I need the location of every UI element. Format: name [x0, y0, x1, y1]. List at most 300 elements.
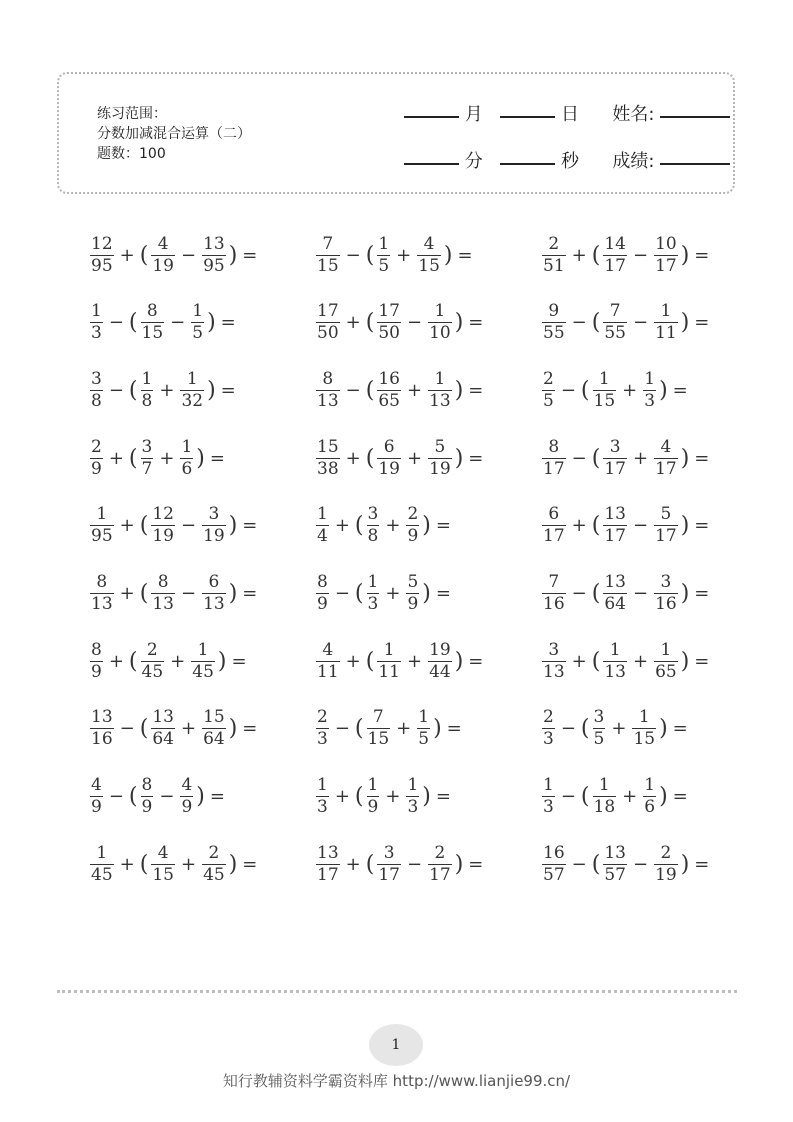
open-paren: ( — [139, 851, 149, 877]
denominator: 3 — [644, 390, 656, 411]
numerator: 14 — [604, 233, 626, 254]
numerator: 5 — [434, 436, 446, 457]
denominator: 3 — [317, 729, 328, 750]
numerator: 3 — [141, 436, 153, 457]
numerator: 2 — [208, 842, 220, 863]
score-blank[interactable] — [660, 163, 730, 165]
denominator: 64 — [152, 729, 174, 750]
operator: − — [560, 786, 576, 808]
close-paren: ) — [454, 851, 464, 877]
operator: − — [108, 312, 124, 334]
fraction-a — [90, 574, 114, 613]
equals-sign: = — [694, 583, 710, 604]
operator: − — [560, 718, 576, 740]
denominator: 95 — [91, 526, 113, 547]
numerator: 1 — [96, 504, 108, 525]
open-paren: ( — [580, 716, 590, 742]
open-paren: ( — [591, 310, 601, 336]
close-paren: ) — [196, 445, 205, 471]
equals-sign: = — [468, 650, 484, 672]
close-paren: ) — [454, 310, 464, 336]
denominator: 38 — [317, 458, 339, 479]
range-label: 练习范围： — [97, 106, 167, 122]
numerator: 2 — [434, 842, 446, 863]
fraction-a — [316, 639, 340, 682]
operator: + — [159, 379, 175, 401]
numerator: 13 — [203, 233, 225, 254]
close-paren: ) — [228, 513, 238, 539]
denominator: 65 — [378, 390, 400, 411]
open-paren: ( — [365, 377, 375, 403]
problem-item — [540, 232, 713, 278]
fraction-c — [191, 303, 204, 342]
denominator: 3 — [543, 797, 554, 818]
denominator: 13 — [543, 661, 565, 682]
fraction-b — [151, 709, 175, 748]
denominator: 17 — [378, 864, 400, 885]
denominator: 95 — [203, 255, 225, 276]
fraction-b — [377, 436, 401, 479]
fraction-b — [377, 639, 401, 682]
day-blank[interactable] — [500, 116, 555, 118]
numerator: 1 — [609, 639, 621, 660]
fraction-b — [593, 709, 606, 748]
fraction-c — [654, 506, 678, 545]
denominator: 19 — [429, 458, 451, 479]
fraction-a — [90, 233, 114, 276]
date-name-row — [404, 100, 730, 126]
denominator: 11 — [317, 661, 339, 682]
problem-item — [540, 367, 692, 413]
fraction-a — [542, 506, 566, 545]
fraction-c — [406, 574, 419, 613]
numerator: 3 — [91, 368, 102, 389]
denominator: 17 — [317, 864, 339, 885]
denominator: 50 — [317, 323, 339, 344]
denominator: 18 — [593, 797, 616, 818]
numerator: 1 — [598, 368, 610, 389]
problem-item — [314, 435, 487, 481]
fraction-a — [90, 842, 114, 885]
numerator: 2 — [548, 233, 560, 254]
denominator: 9 — [91, 797, 102, 818]
operator: + — [159, 447, 175, 469]
close-paren: ) — [680, 851, 690, 877]
numerator: 1 — [197, 639, 209, 660]
denominator: 16 — [655, 594, 677, 614]
operator: + — [108, 650, 124, 672]
close-paren: ) — [680, 581, 690, 606]
numerator: 7 — [372, 707, 384, 728]
numerator: 17 — [317, 301, 339, 322]
operator: − — [345, 244, 361, 266]
equals-sign: = — [242, 718, 258, 740]
fraction-c — [417, 709, 430, 748]
denominator: 15 — [633, 729, 656, 750]
operator: − — [180, 244, 197, 266]
operator: − — [108, 379, 124, 401]
denominator: 6 — [181, 458, 193, 479]
denominator: 19 — [655, 864, 677, 885]
fraction-b — [603, 639, 627, 682]
fraction-c — [202, 842, 226, 885]
operator: + — [385, 515, 401, 537]
footer-divider — [57, 990, 737, 993]
equals-sign: = — [672, 379, 688, 401]
denominator: 45 — [141, 661, 164, 682]
close-paren: ) — [680, 513, 690, 539]
open-paren: ( — [139, 513, 149, 539]
fraction-a — [542, 709, 555, 748]
numerator: 4 — [157, 233, 169, 254]
denominator: 9 — [141, 797, 153, 818]
equals-sign: = — [457, 244, 473, 266]
fraction-c — [191, 639, 215, 682]
fraction-c — [202, 233, 226, 276]
denominator: 51 — [543, 255, 565, 276]
denominator: 16 — [543, 594, 565, 614]
numerator: 13 — [152, 707, 174, 728]
operator: − — [632, 583, 649, 604]
day-label: 日 — [560, 104, 579, 125]
problem-item — [88, 706, 261, 752]
problem-item — [314, 503, 455, 549]
problem-item — [88, 367, 240, 413]
fraction-c — [654, 303, 678, 342]
operator: + — [345, 447, 361, 469]
numerator: 2 — [660, 842, 672, 863]
fraction-b — [377, 842, 401, 885]
problem-item — [540, 841, 713, 887]
fraction-a — [90, 368, 103, 411]
equals-sign: = — [672, 786, 688, 808]
equals-sign: = — [435, 786, 451, 808]
numerator: 8 — [322, 368, 334, 389]
numerator: 9 — [548, 301, 560, 322]
numerator: 3 — [367, 504, 379, 525]
fraction-a — [316, 842, 340, 885]
fraction-c — [428, 842, 452, 885]
fraction-c — [202, 709, 226, 748]
denominator: 19 — [203, 526, 225, 547]
numerator: 15 — [203, 707, 225, 728]
fraction-c — [417, 233, 441, 276]
operator: + — [180, 718, 197, 740]
open-paren: ( — [354, 716, 364, 742]
open-paren: ( — [139, 581, 149, 606]
close-paren: ) — [680, 242, 690, 268]
operator: − — [571, 583, 587, 604]
open-paren: ( — [354, 784, 364, 810]
denominator: 32 — [181, 390, 204, 411]
fraction-b — [367, 709, 391, 748]
numerator: 3 — [383, 842, 395, 863]
numerator: 8 — [141, 775, 153, 796]
operator: + — [119, 583, 135, 604]
fraction-c — [654, 639, 678, 682]
close-paren: ) — [443, 242, 453, 268]
equals-sign: = — [220, 379, 236, 401]
worksheet-header — [57, 72, 735, 194]
fraction-a — [90, 777, 103, 816]
denominator: 5 — [543, 390, 554, 411]
numerator: 1 — [383, 639, 395, 660]
operator: − — [406, 312, 423, 334]
numerator: 1 — [192, 301, 204, 322]
fraction-b — [151, 574, 175, 613]
fraction-b — [141, 639, 165, 682]
numerator: 1 — [378, 233, 390, 254]
operator: − — [170, 312, 186, 334]
operator: − — [632, 244, 649, 266]
numerator: 13 — [604, 842, 626, 863]
fraction-a — [316, 777, 329, 816]
numerator: 2 — [91, 436, 102, 457]
numerator: 6 — [208, 572, 220, 592]
numerator: 2 — [543, 368, 554, 389]
denominator: 3 — [367, 594, 379, 614]
close-paren: ) — [659, 377, 668, 403]
problem-item — [88, 774, 229, 820]
operator: − — [159, 786, 175, 808]
equals-sign: = — [694, 650, 710, 672]
fraction-c — [428, 436, 452, 479]
time-score-row — [404, 147, 730, 173]
denominator: 13 — [203, 594, 225, 614]
minute-blank[interactable] — [404, 163, 459, 165]
numerator: 8 — [317, 572, 328, 592]
open-paren: ( — [354, 581, 364, 606]
month-label: 月 — [464, 104, 483, 125]
denominator: 13 — [152, 594, 174, 614]
open-paren: ( — [591, 513, 601, 539]
fraction-c — [202, 506, 226, 545]
month-blank[interactable] — [404, 116, 459, 118]
problem-item — [540, 706, 692, 752]
denominator: 19 — [378, 458, 400, 479]
close-paren: ) — [454, 648, 464, 674]
denominator: 15 — [141, 323, 164, 344]
problem-item — [314, 638, 487, 684]
numerator: 1 — [407, 775, 419, 796]
open-paren: ( — [365, 648, 375, 674]
denominator: 10 — [429, 323, 451, 344]
problem-item — [314, 232, 477, 278]
numerator: 1 — [96, 842, 108, 863]
fraction-a — [316, 303, 340, 342]
denominator: 64 — [203, 729, 225, 750]
open-paren: ( — [580, 377, 590, 403]
operator: − — [119, 718, 135, 740]
fraction-b — [377, 368, 401, 411]
fraction-a — [316, 436, 340, 479]
fraction-b — [141, 777, 154, 816]
numerator: 3 — [660, 572, 672, 592]
problem-item — [88, 571, 261, 617]
problem-item — [88, 503, 261, 549]
numerator: 8 — [91, 639, 102, 660]
problem-item — [540, 300, 713, 346]
numerator: 1 — [367, 775, 379, 796]
numerator: 1 — [317, 775, 328, 796]
open-paren: ( — [365, 310, 375, 336]
denominator: 9 — [407, 594, 419, 614]
numerator: 6 — [383, 436, 395, 457]
denominator: 45 — [91, 864, 113, 885]
open-paren: ( — [139, 242, 149, 268]
equals-sign: = — [435, 583, 451, 604]
equals-sign: = — [694, 447, 710, 469]
operator: + — [396, 718, 412, 740]
denominator: 11 — [655, 323, 677, 344]
open-paren: ( — [128, 648, 138, 674]
fraction-b — [151, 842, 175, 885]
fraction-c — [654, 233, 678, 276]
equals-sign: = — [694, 244, 710, 266]
operator: + — [611, 718, 627, 740]
denominator: 17 — [429, 864, 451, 885]
numerator: 16 — [378, 368, 400, 389]
problem-count: 题数：100 — [97, 146, 166, 162]
problem-item — [540, 503, 713, 549]
equals-sign: = — [435, 515, 451, 537]
operator: + — [119, 515, 135, 537]
close-paren: ) — [228, 716, 238, 742]
open-paren: ( — [354, 513, 364, 539]
operator: + — [406, 379, 423, 401]
close-paren: ) — [207, 310, 216, 336]
numerator: 13 — [604, 572, 626, 592]
operator: − — [345, 379, 361, 401]
operator: − — [571, 853, 587, 875]
problem-item — [88, 841, 261, 887]
problem-item — [88, 435, 229, 481]
denominator: 57 — [543, 864, 565, 885]
fraction-c — [428, 303, 452, 342]
denominator: 15 — [317, 255, 339, 276]
name-blank[interactable] — [660, 116, 730, 118]
fraction-c — [654, 842, 678, 885]
equals-sign: = — [694, 515, 710, 537]
operator: + — [108, 447, 124, 469]
fraction-b — [141, 303, 165, 342]
numerator: 1 — [317, 504, 328, 525]
topic-title: 分数加减混合运算（二） — [97, 126, 251, 142]
fraction-c — [643, 777, 656, 816]
numerator: 1 — [434, 368, 446, 389]
numerator: 13 — [604, 504, 626, 525]
numerator: 1 — [434, 301, 446, 322]
fraction-b — [141, 368, 154, 411]
fraction-b — [603, 506, 627, 545]
fraction-c — [180, 368, 204, 411]
operator: + — [334, 515, 350, 537]
denominator: 65 — [655, 661, 677, 682]
operator: − — [334, 583, 350, 604]
problem-item — [314, 841, 487, 887]
operator: + — [385, 583, 401, 604]
denominator: 8 — [367, 526, 379, 547]
denominator: 5 — [192, 323, 204, 344]
fraction-c — [406, 777, 419, 816]
denominator: 17 — [604, 255, 626, 276]
worksheet-info — [97, 104, 251, 164]
numerator: 1 — [141, 368, 153, 389]
denominator: 15 — [152, 864, 174, 885]
close-paren: ) — [680, 445, 690, 471]
denominator: 17 — [655, 526, 677, 547]
numerator: 1 — [644, 775, 656, 796]
operator: + — [571, 650, 587, 672]
equals-sign: = — [468, 379, 484, 401]
equals-sign: = — [694, 312, 710, 334]
close-paren: ) — [659, 784, 668, 810]
numerator: 3 — [548, 639, 560, 660]
denominator: 17 — [543, 458, 565, 479]
operator: − — [334, 718, 350, 740]
fraction-a — [90, 436, 103, 479]
numerator: 3 — [609, 436, 621, 457]
numerator: 1 — [598, 775, 610, 796]
operator: + — [622, 379, 638, 401]
numerator: 6 — [548, 504, 560, 525]
operator: + — [622, 786, 638, 808]
denominator: 5 — [378, 255, 390, 276]
close-paren: ) — [454, 445, 464, 471]
denominator: 17 — [655, 458, 677, 479]
operator: − — [180, 583, 197, 604]
fraction-a — [316, 368, 340, 411]
equals-sign: = — [694, 853, 710, 875]
denominator: 95 — [91, 255, 113, 276]
close-paren: ) — [454, 377, 464, 403]
numerator: 13 — [91, 707, 113, 728]
close-paren: ) — [196, 784, 205, 810]
numerator: 1 — [660, 639, 672, 660]
open-paren: ( — [580, 784, 590, 810]
operator: + — [571, 244, 587, 266]
operator: − — [108, 786, 124, 808]
denominator: 55 — [604, 323, 626, 344]
denominator: 17 — [604, 526, 626, 547]
fraction-b — [593, 368, 617, 411]
operator: − — [632, 312, 649, 334]
fraction-a — [90, 506, 114, 545]
numerator: 8 — [157, 572, 169, 592]
numerator: 4 — [660, 436, 672, 457]
numerator: 4 — [157, 842, 169, 863]
fraction-c — [406, 506, 419, 545]
operator: + — [632, 447, 649, 469]
footer-watermark: 知行教辅资料学霸资料库 http://www.lianjie99.cn/ — [222, 1072, 571, 1090]
second-blank[interactable] — [500, 163, 555, 165]
denominator: 64 — [604, 594, 626, 614]
fraction-c — [428, 639, 452, 682]
denominator: 15 — [593, 390, 616, 411]
denominator: 9 — [91, 458, 102, 479]
numerator: 7 — [322, 233, 334, 254]
denominator: 17 — [604, 458, 626, 479]
denominator: 9 — [181, 797, 193, 818]
operator: − — [560, 379, 576, 401]
numerator: 1 — [91, 301, 102, 322]
numerator: 17 — [378, 301, 400, 322]
denominator: 7 — [141, 458, 153, 479]
numerator: 4 — [423, 233, 435, 254]
denominator: 13 — [317, 390, 339, 411]
operator: + — [119, 853, 135, 875]
fraction-a — [316, 233, 340, 276]
